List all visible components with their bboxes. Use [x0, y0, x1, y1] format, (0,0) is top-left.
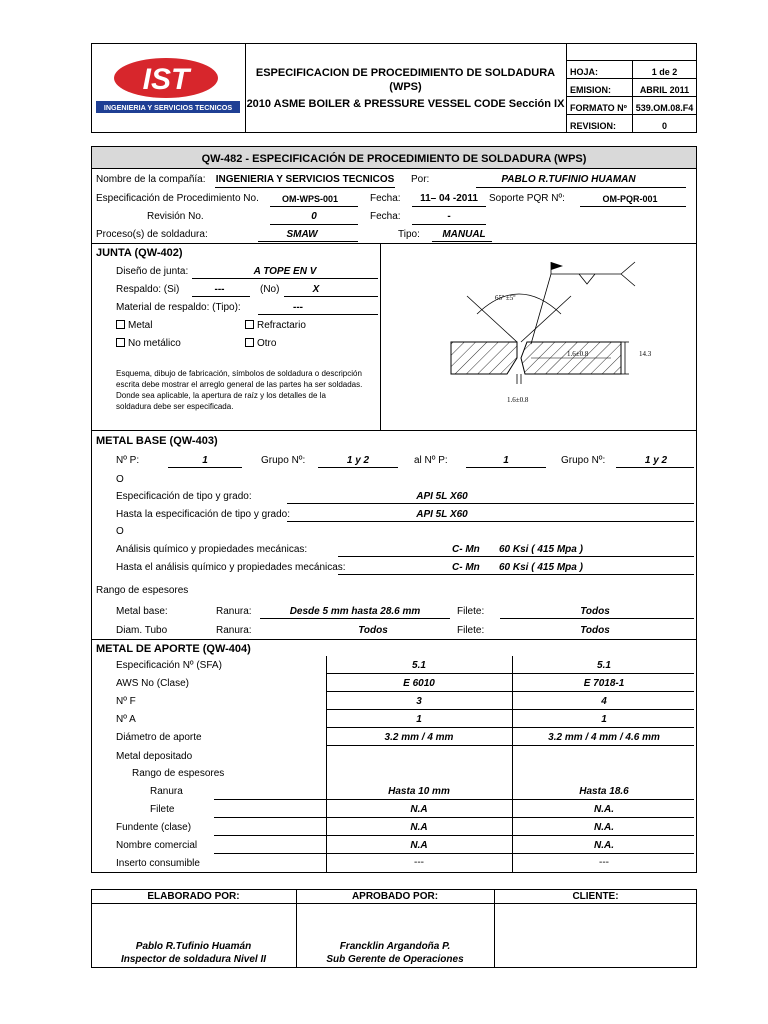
meta-revision-label: REVISION: [570, 121, 617, 131]
aporte-row-v1: N.A [410, 822, 428, 833]
aporte-row-v2: Hasta 18.6 [579, 786, 629, 797]
opt-nometalico[interactable] [116, 338, 181, 350]
meta-revision-value: 0 [661, 121, 667, 131]
grupo2-label: Grupo Nº: [561, 455, 606, 466]
quim-value-1: C- Mn [452, 544, 480, 555]
opt-metal[interactable] [116, 320, 152, 332]
aprobado-name: Francklin Argandoña P. [339, 941, 451, 952]
hasta-quim-value-1: C- Mn [452, 562, 480, 573]
filete-label: Filete: [457, 606, 485, 617]
gap-label: 1.6±0.8 [507, 396, 529, 404]
fecha2-value: - [447, 211, 451, 222]
ranura-label: Ranura: [216, 606, 252, 617]
cliente-label: CLIENTE: [572, 891, 619, 902]
tipo-value: MANUAL [442, 229, 486, 240]
material-respaldo-value: --- [293, 302, 303, 313]
aporte-row-v1: 5.1 [412, 660, 426, 671]
por-label: Por: [411, 174, 430, 185]
quim-value-2: 60 Ksi ( 415 Mpa ) [499, 544, 583, 555]
ranura2-label: Ranura: [216, 625, 252, 636]
doc-title-2: (WPS) [389, 81, 422, 93]
aporte-row-label: Fundente (clase) [116, 822, 192, 833]
aporte-row-v2: 1 [601, 714, 607, 725]
aprobado-role: Sub Gerente de Operaciones [326, 954, 464, 965]
aporte-row-label: Nombre comercial [116, 840, 198, 851]
hasta-quim-label: Hasta el análisis químico y propiedades mecánicas: [116, 562, 346, 573]
aporte-row-v2: N.A. [594, 804, 614, 815]
revision-value: 0 [311, 211, 317, 222]
aporte-row-v1: E 6010 [403, 678, 435, 689]
meta-hoja-value: 1 de 2 [651, 67, 678, 77]
checkbox-metal[interactable] [116, 320, 125, 329]
respaldo-si-value: --- [214, 284, 225, 295]
junta-note-4: soldadura debe ser especificada. [116, 402, 234, 411]
diseno-value: A TOPE EN V [253, 266, 317, 277]
junta-note-1: Esquema, dibujo de fabricación, símbolos de soldadura o descripción [116, 369, 362, 378]
tipo-label: Tipo: [398, 229, 420, 240]
aporte-row-label: Nº F [116, 696, 136, 707]
meta-emision-value: ABRIL 2011 [639, 85, 690, 95]
company-value: INGENIERIA Y SERVICIOS TECNICOS [215, 174, 395, 185]
rango-espesores-label: Rango de espesores [96, 585, 189, 596]
main-title: QW-482 - ESPECIFICACIÓN DE PROCEDIMIENTO DE SOLDADURA (WPS) [201, 153, 587, 165]
grupo-label: Grupo Nº: [261, 455, 306, 466]
material-respaldo-label: Material de respaldo: (Tipo): [116, 302, 241, 313]
tubo-filete-value: Todos [580, 625, 610, 636]
checkbox-refractario[interactable] [245, 320, 254, 329]
aporte-title: METAL DE APORTE (QW-404) [96, 643, 251, 655]
aporte-row-v2: E 7018-1 [583, 678, 625, 689]
aporte-row-v1: N.A [410, 804, 428, 815]
fecha-label: Fecha: [370, 193, 401, 204]
meta-emision-label: EMISION: [570, 85, 612, 95]
aporte-row-label: Inserto consumible [116, 858, 200, 869]
aporte-row-v2: 5.1 [597, 660, 611, 671]
opt-metal-label: Metal [128, 320, 153, 331]
aporte-row-v2: N.A. [594, 822, 614, 833]
fecha2-label: Fecha: [370, 211, 401, 222]
metal-base-label: Metal base: [116, 606, 168, 617]
junta-note-2: escrita debe mostrar el arreglo general de las partes ha ser soldadas. [116, 380, 363, 389]
metal-base-title: METAL BASE (QW-403) [96, 435, 218, 447]
pqr-value: OM-PQR-001 [602, 194, 658, 204]
grupo-value: 1 y 2 [346, 455, 370, 466]
diseno-label: Diseño de junta: [116, 266, 189, 277]
tubo-label: Diam. Tubo [116, 625, 168, 636]
np-value: 1 [202, 455, 208, 466]
elaborado-role: Inspector de soldadura Nivel II [120, 954, 267, 965]
respaldo-label: Respaldo: (Si) [116, 284, 180, 295]
hasta-spec-value: API 5L X60 [416, 509, 468, 520]
proceso-value: SMAW [286, 229, 318, 240]
alp-label: al Nº P: [414, 455, 448, 466]
fecha-value: 11– 04 -2011 [420, 193, 478, 204]
junta-title: JUNTA (QW-402) [96, 247, 183, 259]
wps-label: Especificación de Procedimiento No. [96, 193, 259, 204]
respaldo-no-label: (No) [260, 284, 280, 295]
aporte-row-v2: 3.2 mm / 4 mm / 4.6 mm [548, 732, 660, 743]
hasta-spec-label: Hasta la especificación de tipo y grado: [116, 509, 290, 520]
grupo2-value: 1 y 2 [644, 455, 668, 466]
quim-label: Análisis químico y propiedades mecánicas: [116, 544, 308, 555]
meta-formato-value: 539.OM.08.F4 [635, 103, 694, 113]
angle-label: 65º ±5º [495, 294, 516, 302]
meta-formato-label: FORMATO Nº [570, 103, 627, 113]
logo-text: IST [142, 63, 190, 96]
company-label: Nombre de la compañía: [96, 174, 206, 185]
alp-value: 1 [503, 455, 509, 466]
meta-hoja-label: HOJA: [570, 67, 599, 77]
aporte-row-v1: 3.2 mm / 4 mm [384, 732, 454, 743]
tubo-ranura-value: Todos [358, 625, 388, 636]
aprobado-label: APROBADO POR: [351, 891, 439, 902]
company-logo [96, 52, 240, 118]
land-label: 1.6±0.8 [567, 350, 589, 358]
aporte-row-label: Nº A [116, 714, 136, 725]
filete2-label: Filete: [457, 625, 485, 636]
aporte-row-v1: N.A [410, 840, 428, 851]
opt-otro-label: Otro [257, 338, 277, 349]
proceso-label: Proceso(s) de soldadura: [96, 229, 208, 240]
elaborado-label: ELABORADO POR: [147, 891, 240, 902]
mb-filete-value: Todos [580, 606, 610, 617]
aporte-row-label: Rango de espesores [132, 768, 225, 779]
aporte-row-label: Metal depositado [116, 751, 193, 762]
doc-title-3: 2010 ASME BOILER & PRESSURE VESSEL CODE Sección IX [246, 98, 565, 110]
opt-nometalico-label: No metálico [128, 338, 181, 349]
junta-note-3: Donde sea aplicable, la apertura de raíz y los detalles de la [116, 391, 326, 400]
aporte-row-label: Especificación Nº (SFA) [116, 660, 222, 671]
aporte-row-label: Filete [150, 804, 175, 815]
aporte-row-v1: 3 [416, 696, 422, 707]
joint-sketch [381, 244, 696, 429]
checkbox-otro[interactable] [245, 338, 254, 347]
aporte-row-v2: 4 [601, 696, 607, 707]
thickness-label: 14.3 [639, 350, 652, 358]
por-value: PABLO R.TUFINIO HUAMAN [501, 174, 636, 185]
revision-label: Revisión No. [147, 211, 204, 222]
elaborado-name: Pablo R.Tufinio Huamán [135, 941, 252, 952]
aporte-row-label: AWS No (Clase) [116, 678, 189, 689]
pqr-label: Soporte PQR Nº: [489, 193, 565, 204]
o-label-1: O [116, 474, 124, 485]
doc-title-1: ESPECIFICACION DE PROCEDIMIENTO DE SOLDADURA [255, 67, 556, 79]
aporte-row-label: Ranura [150, 786, 183, 797]
aporte-row-v2: --- [599, 857, 609, 868]
np-label: Nº P: [116, 455, 140, 466]
checkbox-nometalico[interactable] [116, 338, 125, 347]
wps-value: OM-WPS-001 [281, 194, 338, 204]
mb-ranura-value: Desde 5 mm hasta 28.6 mm [289, 606, 421, 617]
logo-subtitle: INGENIERIA Y SERVICIOS TECNICOS [103, 103, 233, 112]
respaldo-no-value: X [312, 284, 320, 295]
hasta-quim-value-2: 60 Ksi ( 415 Mpa ) [499, 562, 583, 573]
aporte-row-v1: --- [414, 857, 424, 868]
aporte-row-v1: Hasta 10 mm [388, 786, 450, 797]
spec-label: Especificación de tipo y grado: [116, 491, 252, 502]
o-label-2: O [116, 526, 124, 537]
aporte-row-v2: N.A. [594, 840, 614, 851]
opt-refractario[interactable] [245, 320, 306, 332]
opt-refractario-label: Refractario [257, 320, 306, 331]
spec-value: API 5L X60 [416, 491, 468, 502]
aporte-row-v1: 1 [416, 714, 422, 725]
aporte-row-label: Diámetro de aporte [116, 732, 202, 743]
opt-otro[interactable] [245, 338, 276, 350]
